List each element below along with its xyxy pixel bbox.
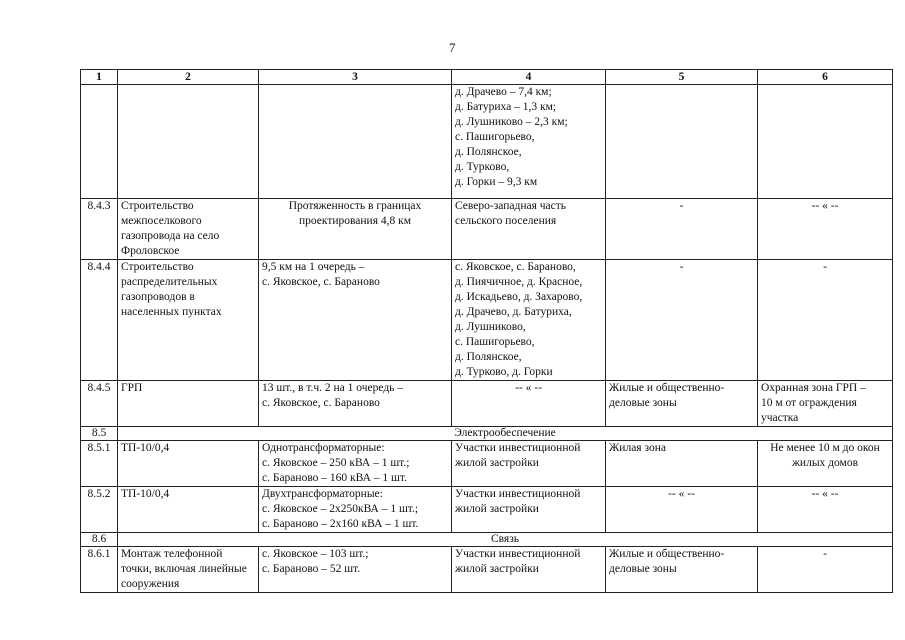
section-row-electricity: [81, 427, 893, 441]
column-header: 1: [81, 70, 118, 85]
object-location: Участки инвестиционной жилой застройки: [452, 547, 606, 593]
column-header: 4: [452, 70, 606, 85]
page-number: 7: [449, 40, 456, 55]
infrastructure-table: [80, 69, 893, 593]
table-row: [81, 441, 893, 487]
row-number: 8.4.4: [81, 260, 118, 381]
row-number: 8.4.3: [81, 199, 118, 260]
column-header: 6: [758, 70, 893, 85]
section-title: Электрообеспечение: [118, 427, 893, 441]
header-row: [81, 70, 893, 85]
functional-zone: -: [606, 199, 758, 260]
restriction-notes: Не менее 10 м до окон жилых домов: [758, 441, 893, 487]
row-number: 8.4.5: [81, 381, 118, 427]
functional-zone: Жилые и общественно-деловые зоны: [606, 547, 758, 593]
functional-zone: Жилая зона: [606, 441, 758, 487]
object-location: Северо-западная часть сельского поселения: [452, 199, 606, 260]
functional-zone: -- « --: [606, 487, 758, 533]
row-number: 8.6.1: [81, 547, 118, 593]
object-location: Участки инвестиционной жилой застройки: [452, 487, 606, 533]
object-location: д. Драчево – 7,4 км; д. Батуриха – 1,3 км; д. Лушниково – 2,3 км; с. Пашигорьево, д. Полянское, д. Турково, д. Горки – 9,3 км: [452, 85, 606, 199]
restriction-notes: [758, 85, 893, 199]
object-name: ГРП: [118, 381, 259, 427]
column-header: 5: [606, 70, 758, 85]
table-row: [81, 487, 893, 533]
table-row: [81, 85, 893, 199]
object-location: -- « --: [452, 381, 606, 427]
object-parameters: Протяженность в границах проектирования 4,8 км: [259, 199, 452, 260]
object-name: Монтаж телефонной точки, включая линейные сооружения: [118, 547, 259, 593]
object-name: Строительство распределительных газопроводов в населенных пунктах: [118, 260, 259, 381]
column-header: 2: [118, 70, 259, 85]
object-name: ТП-10/0,4: [118, 487, 259, 533]
restriction-notes: -: [758, 547, 893, 593]
section-row-communication: [81, 533, 893, 547]
object-parameters: Однотрансформаторные: с. Яковское – 250 кВА – 1 шт.; с. Бараново – 160 кВА – 1 шт.: [259, 441, 452, 487]
table-row: [81, 260, 893, 381]
section-number: 8.6: [81, 533, 118, 547]
table-row: [81, 381, 893, 427]
object-name: [118, 85, 259, 199]
object-parameters: [259, 85, 452, 199]
object-parameters: 9,5 км на 1 очередь – с. Яковское, с. Бараново: [259, 260, 452, 381]
functional-zone: -: [606, 260, 758, 381]
section-number: 8.5: [81, 427, 118, 441]
restriction-notes: -- « --: [758, 199, 893, 260]
functional-zone: [606, 85, 758, 199]
object-parameters: с. Яковское – 103 шт.; с. Бараново – 52 шт.: [259, 547, 452, 593]
row-number: 8.5.1: [81, 441, 118, 487]
object-parameters: Двухтрансформаторные: с. Яковское – 2х250кВА – 1 шт.; с. Бараново – 2х160 кВА – 1 шт.: [259, 487, 452, 533]
restriction-notes: Охранная зона ГРП – 10 м от ограждения участка: [758, 381, 893, 427]
column-header: 3: [259, 70, 452, 85]
row-number: [81, 85, 118, 199]
table-row: [81, 547, 893, 593]
object-parameters: 13 шт., в т.ч. 2 на 1 очередь – с. Яковское, с. Бараново: [259, 381, 452, 427]
row-number: 8.5.2: [81, 487, 118, 533]
restriction-notes: -- « --: [758, 487, 893, 533]
restriction-notes: -: [758, 260, 893, 381]
functional-zone: Жилые и общественно-деловые зоны: [606, 381, 758, 427]
object-name: Строительство межпоселкового газопровода на село Фроловское: [118, 199, 259, 260]
section-title: Связь: [118, 533, 893, 547]
object-name: ТП-10/0,4: [118, 441, 259, 487]
object-location: Участки инвестиционной жилой застройки: [452, 441, 606, 487]
table-row: [81, 199, 893, 260]
object-location: с. Яковское, с. Бараново, д. Пиячичное, д. Красное, д. Искадьево, д. Захарово, д. Драчево, д. Батуриха, д. Лушниково, с. Пашигорьево, д. Полянское, д. Турково, д. Горки: [452, 260, 606, 381]
